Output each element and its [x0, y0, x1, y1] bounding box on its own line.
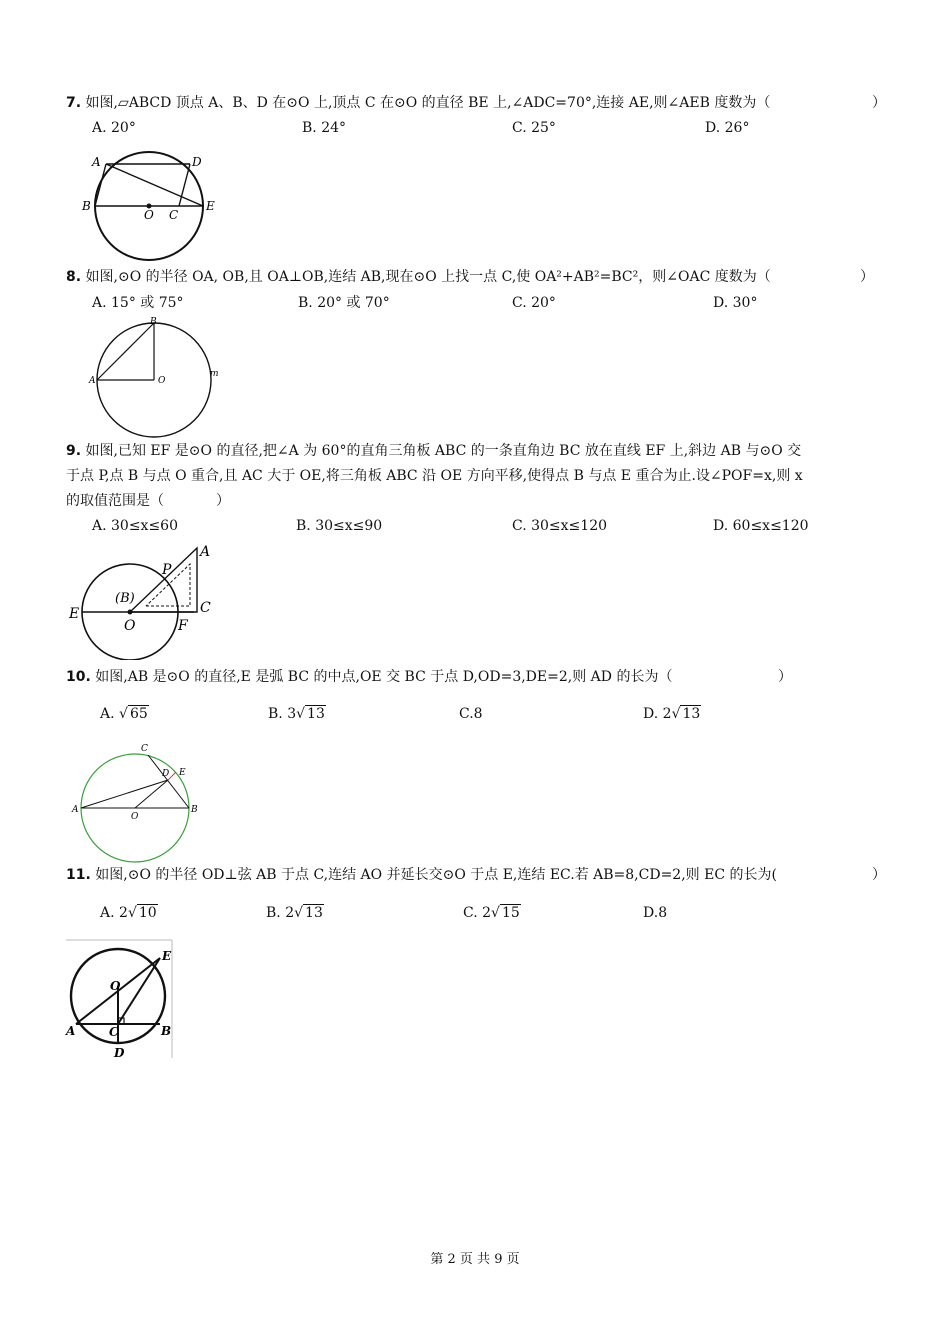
q10-figure — [68, 740, 208, 864]
q7-label-e: E — [206, 199, 215, 213]
q10-label-a: A — [72, 805, 79, 815]
q9-number: 9. — [66, 443, 82, 459]
q7-stem — [66, 92, 770, 114]
q8-chord-ab — [97, 323, 154, 380]
q9-text-line3: 的取值范围是（ — [66, 493, 164, 509]
q11-option-a-root: √ 10 — [127, 905, 157, 921]
q9-option-a: A. 30≤x≤60 — [92, 518, 178, 534]
q10-label-c: C — [141, 744, 148, 754]
q11-option-c-radicand: 15 — [501, 905, 520, 921]
q7-paren-close: ） — [872, 95, 886, 111]
q10-option-b-root: √ 13 — [296, 706, 325, 722]
q9-figure — [66, 542, 216, 660]
q9-triangle-outer — [130, 548, 197, 612]
q9-option-d: D. 60≤x≤120 — [713, 518, 809, 534]
q9-label-f: F — [178, 618, 188, 634]
q8-figure — [86, 316, 226, 438]
q10-option-b — [268, 704, 326, 724]
q11-option-b-root: √ 13 — [294, 905, 323, 921]
q11-option-c — [463, 903, 521, 923]
q10-option-c-value: 8 — [473, 706, 483, 722]
q11-label-b: B — [161, 1024, 172, 1038]
q10-option-a — [100, 704, 149, 724]
q9-label-e: E — [69, 606, 80, 622]
q7-label-d: D — [192, 155, 202, 169]
q9-stem-line2: 于点 P,点 B 与点 O 重合,且 AC 大于 OE,将三角板 ABC 沿 OE 方向平移,使得点 B 与点 E 重合为止.设∠POF=x,则 x — [66, 468, 803, 484]
q10-option-d-coef: 2 — [662, 706, 672, 722]
q10-option-b-prefix: B. — [268, 706, 283, 722]
q10-label-o: O — [131, 812, 139, 822]
q11-label-a: A — [66, 1024, 76, 1038]
q9-paren-close: ） — [216, 493, 230, 509]
q10-label-b: B — [191, 805, 198, 815]
q10-option-c-prefix: C. — [459, 706, 474, 722]
q11-figure — [64, 938, 180, 1062]
q9-option-b: B. 30≤x≤90 — [296, 518, 383, 534]
q7-label-b: B — [82, 199, 91, 213]
q11-option-a — [100, 903, 158, 923]
q11-label-c: C — [109, 1025, 119, 1039]
q11-option-a-prefix: A. — [100, 905, 115, 921]
q8-label-o: O — [158, 376, 166, 386]
q10-number: 10. — [66, 669, 91, 685]
q8-text: 如图,⊙O 的半径 OA, OB,且 OA⊥OB,连结 AB,现在⊙O 上找一点 C,使 OA²+AB²=BC²，则∠OAC 度数为（ — [81, 269, 771, 285]
q10-option-d-prefix: D. — [643, 706, 659, 722]
page-footer: 第 2 页 共 9 页 — [430, 1252, 520, 1267]
q10-text: 如图,AB 是⊙O 的直径,E 是弧 BC 的中点,OE 交 BC 于点 D,OD=3,DE=2,则 AD 的长为（ — [90, 669, 673, 685]
q8-label-m: m — [210, 369, 219, 379]
q7-figure — [78, 146, 238, 264]
q11-label-d: D — [114, 1046, 125, 1060]
q11-option-a-radicand: 10 — [138, 905, 157, 921]
q11-number: 11. — [66, 867, 91, 883]
q7-option-b: B. 24° — [302, 120, 347, 136]
q10-paren-close: ） — [778, 669, 792, 685]
q11-stem — [66, 864, 777, 886]
q7-label-a: A — [92, 155, 101, 169]
q11-option-c-prefix: C. — [463, 905, 478, 921]
q8-number: 8. — [66, 269, 82, 285]
q10-stem — [66, 666, 672, 688]
q11-segment-ec — [118, 958, 160, 1024]
q7-label-o: O — [144, 208, 154, 222]
q11-option-b — [266, 903, 324, 923]
q9-label-o: O — [124, 618, 136, 634]
q10-chord-bc — [148, 755, 189, 808]
q8-stem — [66, 266, 771, 288]
q9-label-a: A — [200, 544, 211, 560]
q8-label-a: A — [89, 376, 96, 386]
q8-paren-close: ） — [860, 269, 874, 285]
q8-option-b: B. 20° 或 70° — [298, 295, 390, 311]
q8-option-c: C. 20° — [512, 295, 556, 311]
q11-option-d-value: 8 — [658, 905, 668, 921]
q10-option-a-root: √ 65 — [119, 706, 148, 722]
q11-option-c-coef: 2 — [482, 905, 492, 921]
q8-option-a: A. 15° 或 75° — [92, 295, 184, 311]
q7-option-d: D. 26° — [705, 120, 750, 136]
q9-center-dot — [128, 610, 133, 615]
q10-label-e: E — [179, 768, 186, 778]
q11-option-b-coef: 2 — [285, 905, 295, 921]
q10-option-d-root: √ 13 — [671, 706, 701, 722]
q10-option-b-coef: 3 — [287, 706, 297, 722]
q7-option-c: C. 25° — [512, 120, 556, 136]
q7-text: 如图,▱ABCD 顶点 A、B、D 在⊙O 上,顶点 C 在⊙O 的直径 BE 上,∠ADC=70°,连接 AE,则∠AEB 度数为（ — [81, 95, 771, 111]
q9-label-p: P — [162, 562, 172, 578]
q11-option-d — [643, 903, 667, 923]
q9-stem-line3 — [66, 490, 230, 512]
q11-option-b-prefix: B. — [266, 905, 281, 921]
q9-text-line1: 如图,已知 EF 是⊙O 的直径,把∠A 为 60°的直角三角板 ABC 的一条直角边 BC 放在直线 EF 上,斜边 AB 与⊙O 交 — [81, 443, 802, 459]
q9-label-c: C — [200, 600, 211, 616]
q8-label-b: B — [150, 317, 157, 327]
q10-segment-ad — [81, 780, 168, 808]
q11-label-e: E — [162, 949, 172, 963]
q7-side-ab — [95, 164, 106, 206]
q11-option-d-prefix: D. — [643, 905, 659, 921]
q11-option-a-coef: 2 — [119, 905, 128, 921]
q9-label-b: (B) — [115, 591, 135, 606]
q10-segment-od — [135, 780, 168, 808]
q11-text: 如图,⊙O 的半径 OD⊥弦 AB 于点 C,连结 AO 并延长交⊙O 于点 E,连结 EC.若 AB=8,CD=2,则 EC 的长为( — [90, 867, 777, 883]
q10-label-d: D — [162, 769, 170, 779]
q10-option-d-radicand: 13 — [682, 706, 701, 722]
q11-label-o: O — [110, 979, 121, 993]
q11-paren-close: ） — [872, 867, 886, 883]
q10-option-a-prefix: A. — [100, 706, 115, 722]
q10-option-b-radicand: 13 — [307, 706, 325, 722]
q9-stem-line1 — [66, 440, 801, 462]
q7-label-c: C — [169, 208, 179, 222]
q7-option-a: A. 20° — [92, 120, 136, 136]
q11-option-b-radicand: 13 — [305, 905, 323, 921]
q8-option-d: D. 30° — [713, 295, 758, 311]
q9-option-c: C. 30≤x≤120 — [512, 518, 608, 534]
q11-option-c-root: √ 15 — [491, 905, 520, 921]
q10-option-a-radicand: 65 — [129, 706, 148, 722]
q10-option-c — [459, 704, 483, 724]
q7-number: 7. — [66, 95, 82, 111]
q10-option-d — [643, 704, 701, 724]
